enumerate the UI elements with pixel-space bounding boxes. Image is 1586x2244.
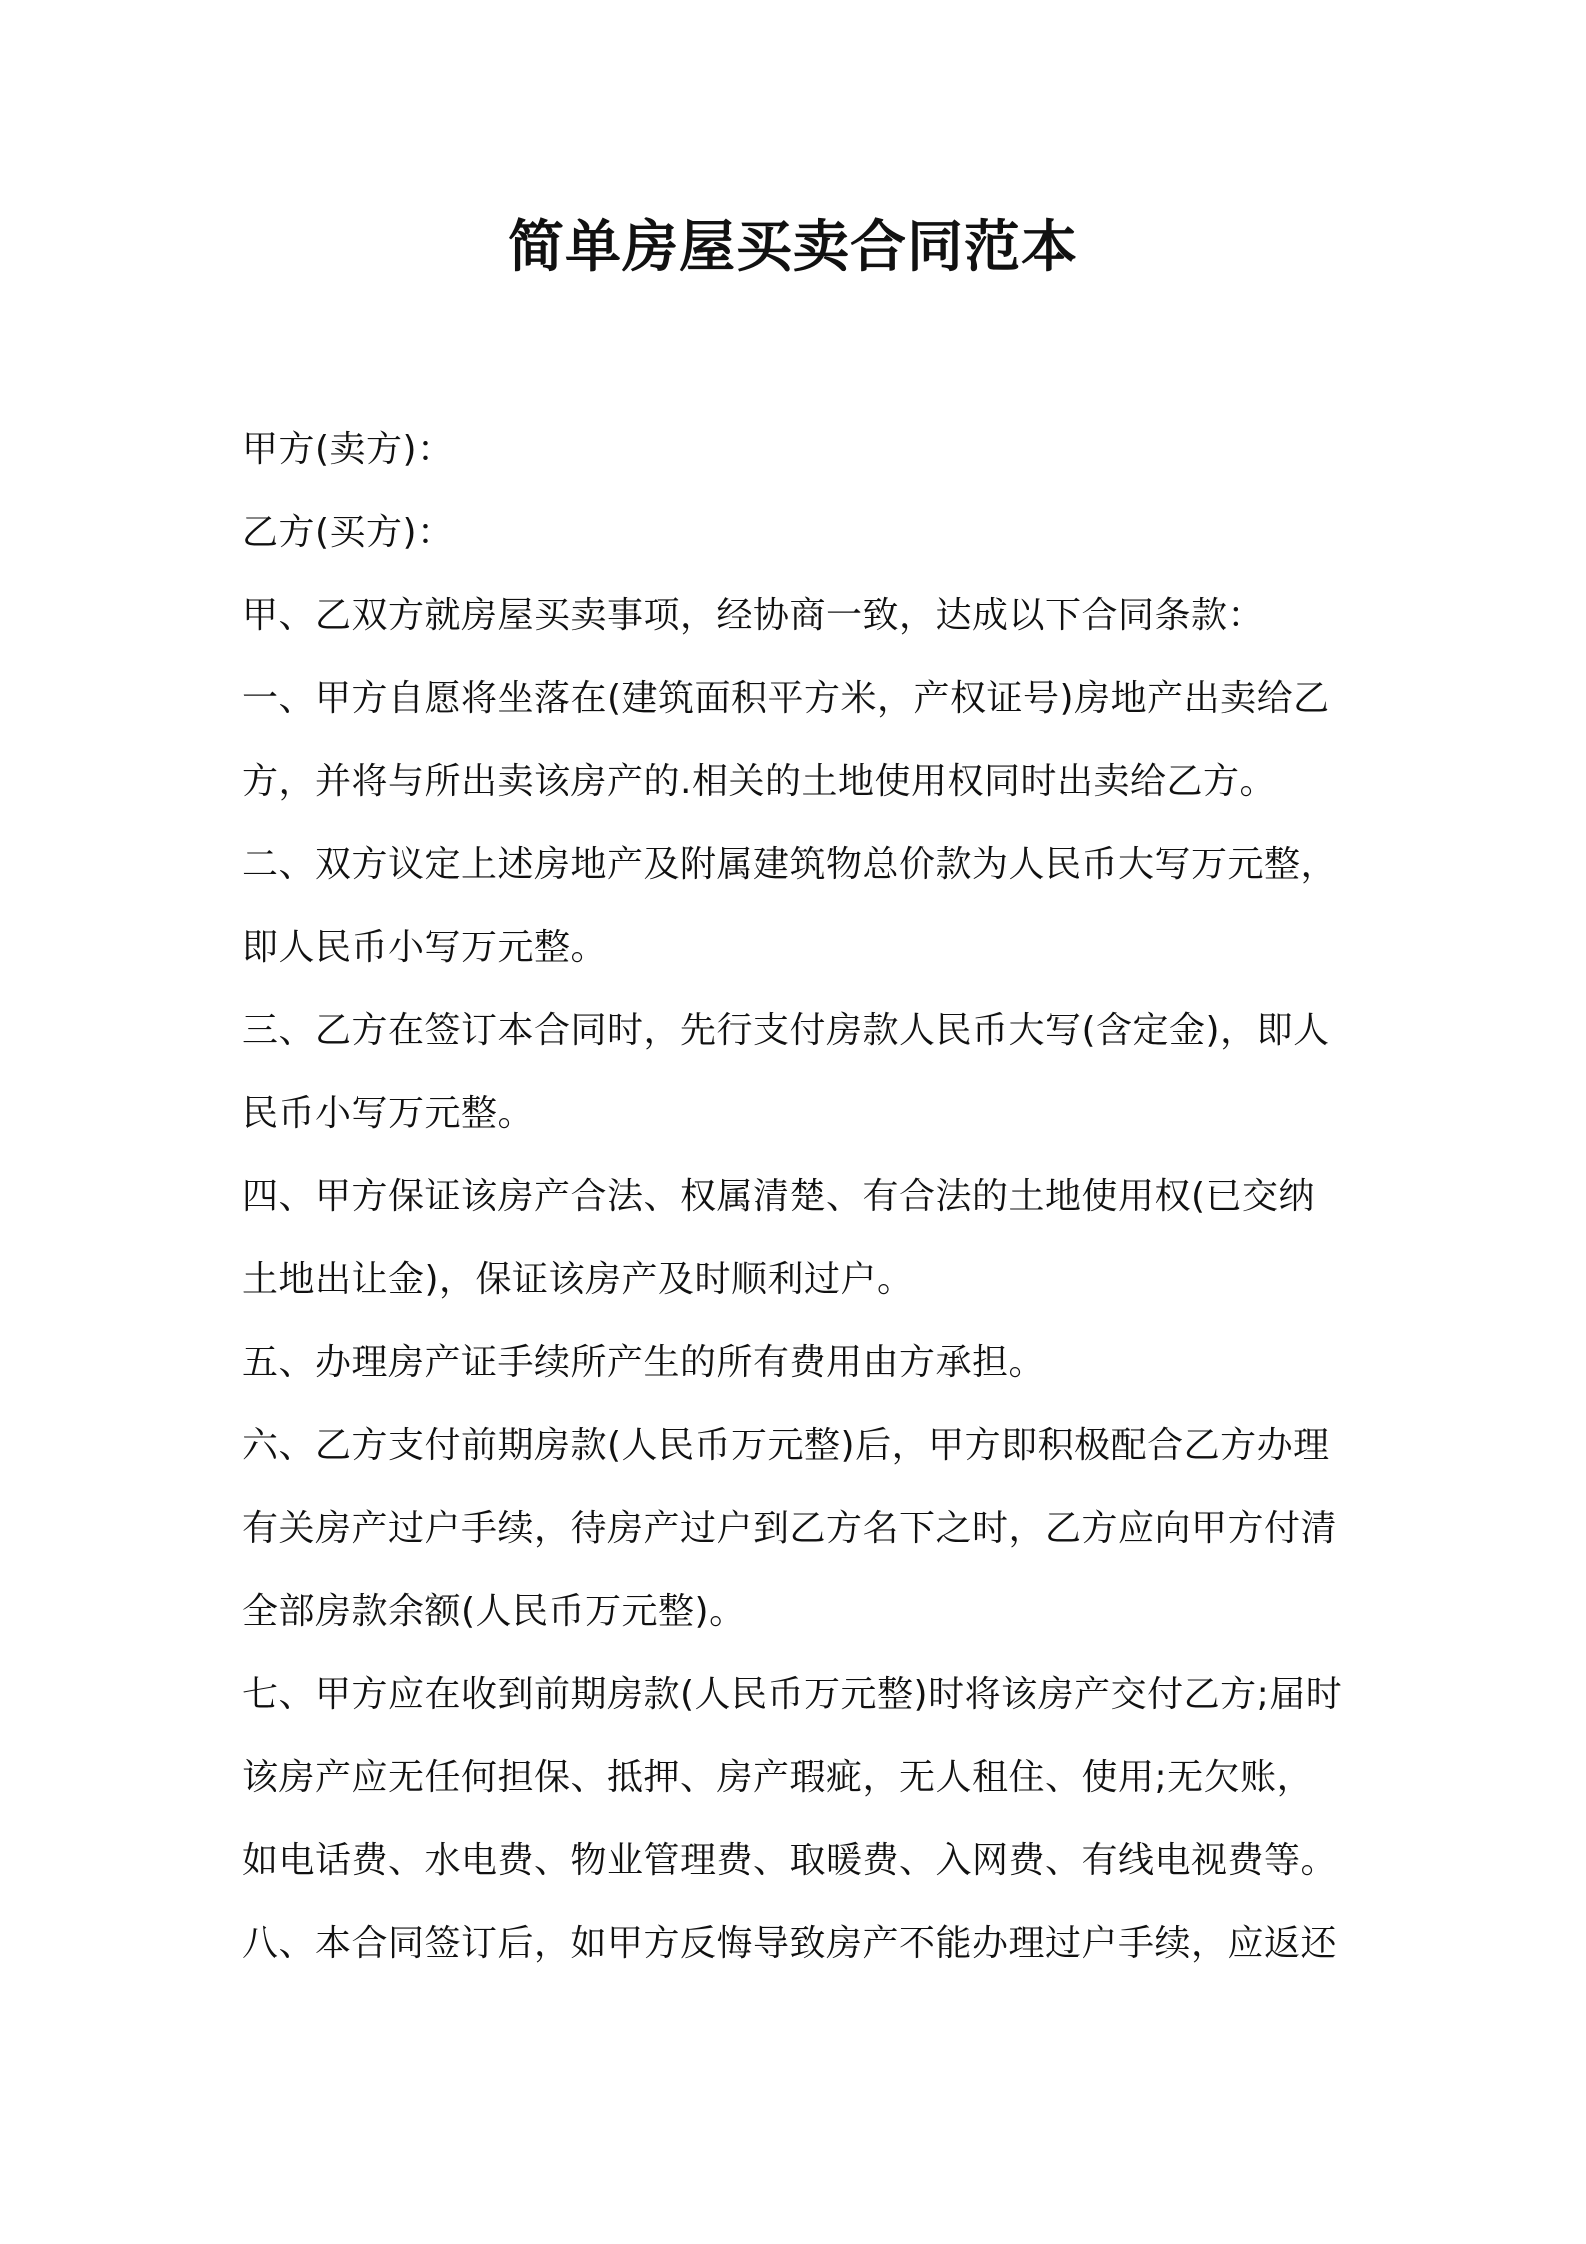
document-line: 即人民币小写万元整。 — [242, 927, 608, 968]
document-line: 如电话费、水电费、物业管理费、取暖费、入网费、有线电视费等。 — [242, 1840, 1338, 1881]
document-line: 二、双方议定上述房地产及附属建筑物总价款为人民币大写万元整， — [242, 844, 1338, 885]
document-line: 有关房产过户手续，待房产过户到乙方名下之时，乙方应向甲方付清 — [242, 1508, 1338, 1549]
document-line: 六、乙方支付前期房款(人民币万元整)后，甲方即积极配合乙方办理 — [242, 1425, 1330, 1466]
document-line: 五、办理房产证手续所产生的所有费用由方承担。 — [242, 1342, 1046, 1383]
document-line: 该房产应无任何担保、抵押、房产瑕疵，无人租住、使用;无欠账， — [242, 1757, 1314, 1798]
document-line: 方，并将与所出卖该房产的.相关的土地使用权同时出卖给乙方。 — [242, 761, 1276, 802]
document-line: 土地出让金)，保证该房产及时顺利过户。 — [242, 1259, 914, 1300]
document-line: 八、本合同签订后，如甲方反悔导致房产不能办理过户手续，应返还 — [242, 1923, 1338, 1964]
document-line: 甲方(卖方)： — [242, 429, 454, 470]
document-line: 民币小写万元整。 — [242, 1093, 535, 1134]
document-line: 全部房款余额(人民币万元整)。 — [242, 1591, 746, 1632]
document-line: 一、甲方自愿将坐落在(建筑面积平方米，产权证号)房地产出卖给乙 — [242, 678, 1330, 719]
document-title: 简单房屋买卖合同范本 — [508, 215, 1078, 280]
document-line: 甲、乙双方就房屋买卖事项，经协商一致，达成以下合同条款： — [242, 595, 1265, 636]
document-body — [242, 408, 1362, 1985]
document-line: 四、甲方保证该房产合法、权属清楚、有合法的土地使用权(已交纳 — [242, 1176, 1316, 1217]
document-line: 七、甲方应在收到前期房款(人民币万元整)时将该房产交付乙方;届时 — [242, 1674, 1343, 1715]
document-line: 乙方(买方)： — [242, 512, 454, 553]
document-line: 三、乙方在签订本合同时，先行支付房款人民币大写(含定金)，即人 — [242, 1010, 1330, 1051]
